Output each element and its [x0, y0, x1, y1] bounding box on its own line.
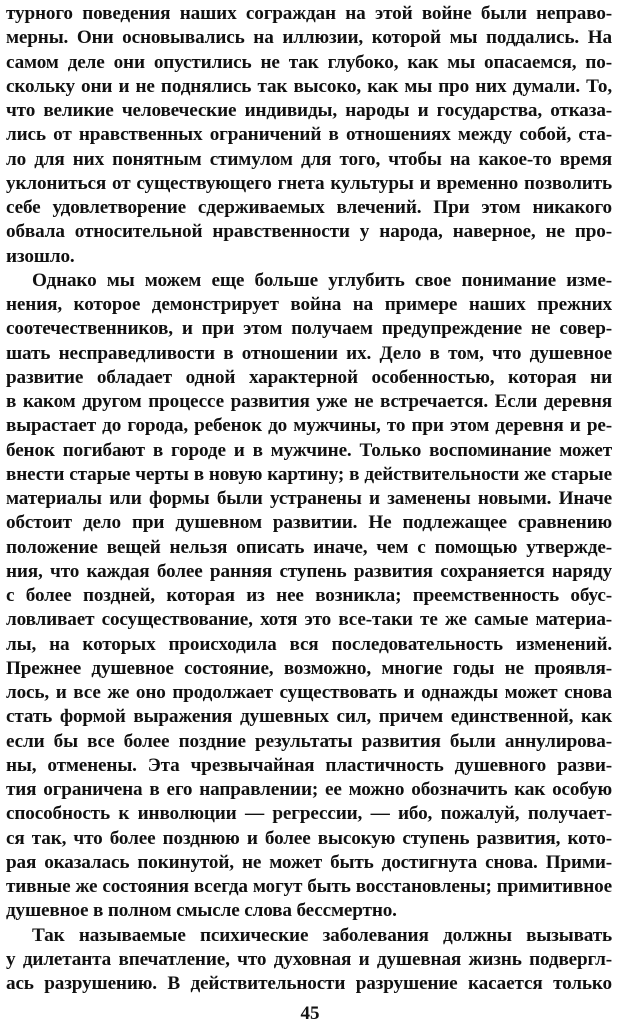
text-line: Прежнее душевное состояние, возможно, многие годы не проявля- — [6, 657, 612, 679]
text-line: мерны. Они основывались на иллюзии, которой мы поддались. На — [6, 27, 612, 49]
paragraph — [6, 2, 612, 269]
text-line: ны, отменены. Эта чрезвычайная пластичность душевного разви- — [6, 754, 612, 776]
text-line: Так называемые психические заболевания должны вызывать — [32, 924, 612, 946]
text-line: ния, что каждая более ранняя ступень развития сохраняется наряду — [6, 560, 612, 582]
text-line: обстоит дело при душевном развитии. Не подлежащее сравнению — [6, 512, 612, 534]
text-line: тия ограничена в его направлении; ее можно обозначить как особую — [6, 779, 612, 800]
text-line: рая оказалась покинутой, не может быть достигнута снова. Прими- — [6, 851, 612, 873]
page-number: 45 — [300, 1003, 320, 1024]
text-line: развитие обладает одной характерной особенностью, которая ни — [6, 366, 612, 388]
text-line: ся так, что более позднюю и более высокую ступень развития, кото- — [6, 827, 612, 849]
text-line: обвала относительной нравственности у народа, наверное, не про- — [6, 221, 612, 243]
text-line: скольку они и не поднялись так высоко, как мы про них думали. То, — [6, 75, 612, 97]
text-line: уклониться от существующего гнета культуры и временно позволить — [6, 172, 612, 194]
text-line: вырастает до города, ребенок до мужчины, то при этом деревня и ре- — [6, 415, 612, 437]
text-line: что великие человеческие индивиды, народы и государства, отказа- — [6, 100, 612, 121]
text-line: душевное в полном смысле слова бессмертно. — [6, 900, 397, 922]
paragraph — [6, 924, 612, 997]
text-line: ловливает сосуществование, хотя это все-таки те же самые материа- — [6, 609, 612, 631]
paragraph — [6, 269, 612, 924]
body-text — [6, 2, 612, 996]
text-line: внести старые черты в новую картину; в действительности же старые — [6, 463, 612, 485]
text-line: ло для них понятным стимулом для того, чтобы на какое-то время — [6, 148, 612, 170]
text-line: изошло. — [6, 245, 75, 267]
text-line: нения, которое демонстрирует война на примере наших прежних — [6, 294, 612, 315]
text-line: положение вещей нельзя описать иначе, чем с помощью утвержде- — [6, 536, 612, 558]
text-line: у дилетанта впечатление, что духовная и душевная жизнь подвергл- — [6, 948, 612, 970]
text-line: лось, и все же оно продолжает существовать и однажды может снова — [6, 682, 612, 703]
text-line: ась разрушению. В действительности разрушение касается только — [6, 973, 612, 994]
text-line: материалы или формы были устранены и заменены новыми. Иначе — [6, 488, 612, 509]
text-line: в каком другом процессе развития уже не встречается. Если деревня — [6, 391, 612, 412]
text-line: турного поведения наших сограждан на этой войне были неправо- — [6, 3, 612, 24]
text-line: шать несправедливости в отношении их. Дело в том, что душевное — [6, 342, 612, 364]
text-line: соотечественников, и при этом получаем предупреждение не совер- — [6, 318, 612, 340]
text-line: тивные же состояния всегда могут быть восстановлены; примитивное — [6, 876, 612, 897]
text-line: лы, на которых происходила вся последовательность изменений. — [6, 633, 612, 655]
text-line: самом деле они опустились не так глубоко, как мы опасаемся, по- — [6, 51, 612, 73]
text-line: стать формой выражения душевных сил, причем единственной, как — [6, 706, 612, 728]
text-line: если бы все более поздние результаты развития были аннулирова- — [6, 730, 612, 752]
text-line: себе удовлетворение сдерживаемых влечений. При этом никакого — [6, 197, 612, 218]
text-line: Однако мы можем еще больше углубить свое понимание изме- — [32, 269, 612, 291]
text-line: с более поздней, которая из нее возникла; преемственность обус- — [6, 585, 612, 606]
text-line: лись от нравственных ограничений в отношениях между собой, ста- — [6, 124, 612, 146]
text-line: способность к инволюции — регрессии, — ибо, пожалуй, получает- — [6, 803, 612, 825]
text-line: бенок погибают в городе и в мужчине. Только воспоминание может — [6, 439, 612, 461]
